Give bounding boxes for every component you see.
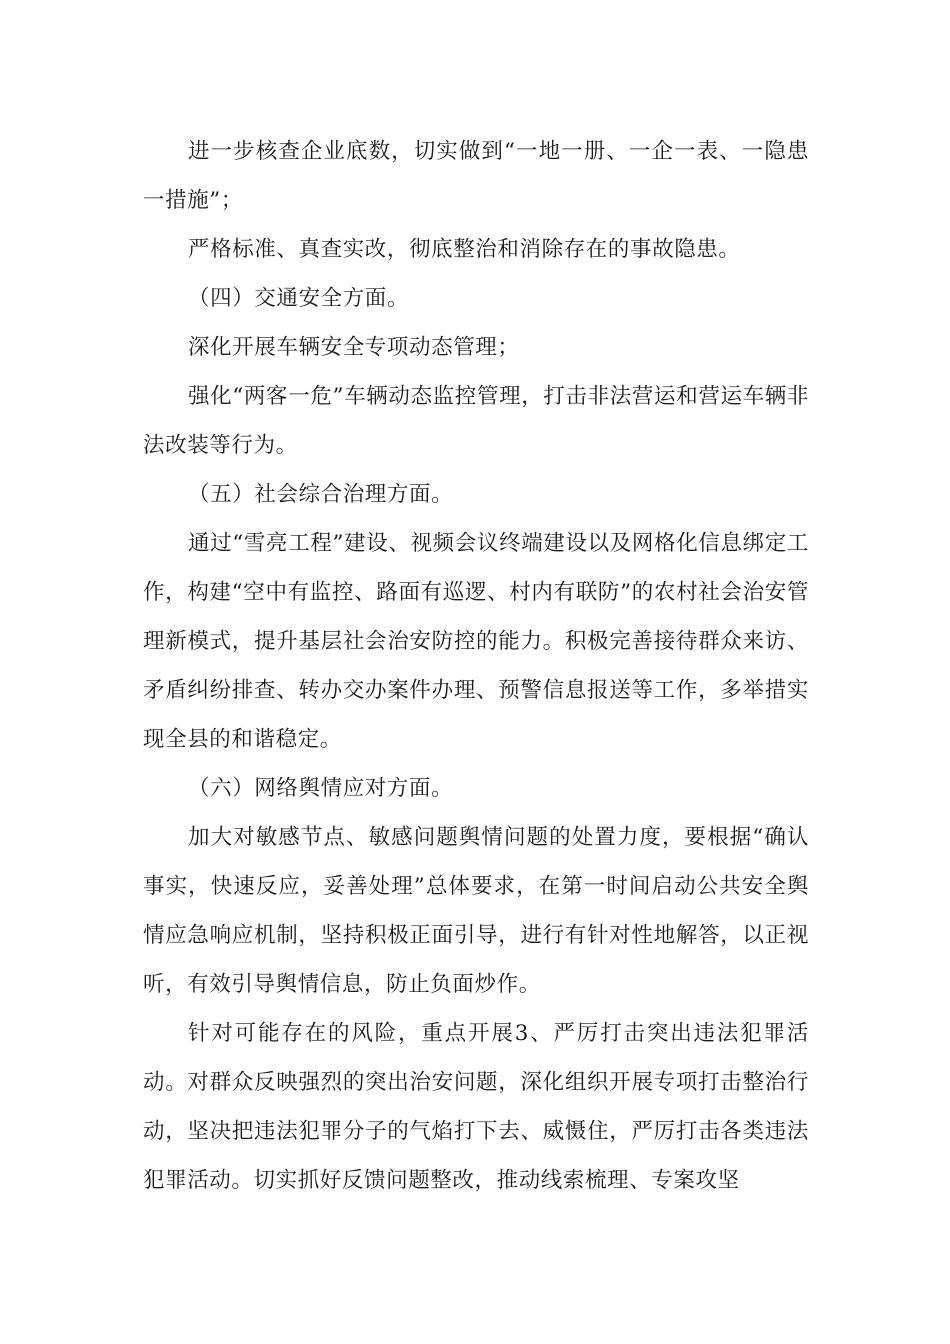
paragraph-social-governance: 通过“雪亮工程”建设、视频会议终端建设以及网格化信息绑定工作，构建“空中有监控、路面有巡逻、村内有联防”的农村社会治安管理新模式，提升基层社会治安防控的能力。积极完善接待群众来访、矛盾纠纷排查、转办交办案件办理、预警信息报送等工作，多举措实现全县的和谐稳定。 [143, 531, 809, 752]
paragraph-vehicle-monitoring: 强化“两客一危”车辆动态监控管理，打击非法营运和营运车辆非法改装等行为。 [143, 384, 809, 458]
section-heading-social-governance: （五）社会综合治理方面。 [188, 482, 454, 507]
paragraph-crime-crackdown: 针对可能存在的风险，重点开展3、严厉打击突出违法犯罪活动。对群众反映强烈的突出治安问题，深化组织开展专项打击整治行动，坚决把违法犯罪分子的气焰打下去、威慑住，严厉打击各类违法犯罪活动。切实抓好反馈问题整改，推动线索梳理、专案攻坚 [143, 1021, 809, 1193]
paragraph-public-opinion: 加大对敏感节点、敏感问题舆情问题的处置力度，要根据“确认事实，快速反应，妥善处理”总体要求，在第一时间启动公共安全舆情应急响应机制，坚持积极正面引导，进行有针对性地解答，以正视听，有效引导舆情信息，防止负面炒作。 [143, 825, 809, 997]
section-heading-public-opinion: （六）网络舆情应对方面。 [188, 776, 454, 801]
paragraph-hazard-rectification: 严格标准、真查实改，彻底整治和消除存在的事故隐患。 [188, 237, 741, 262]
paragraph-enterprise-check: 进一步核查企业底数，切实做到“一地一册、一企一表、一隐患一措施”； [143, 139, 809, 213]
section-heading-traffic-safety: （四）交通安全方面。 [188, 286, 410, 311]
document-body [143, 127, 809, 1205]
paragraph-vehicle-management: 深化开展车辆安全专项动态管理； [188, 335, 520, 360]
